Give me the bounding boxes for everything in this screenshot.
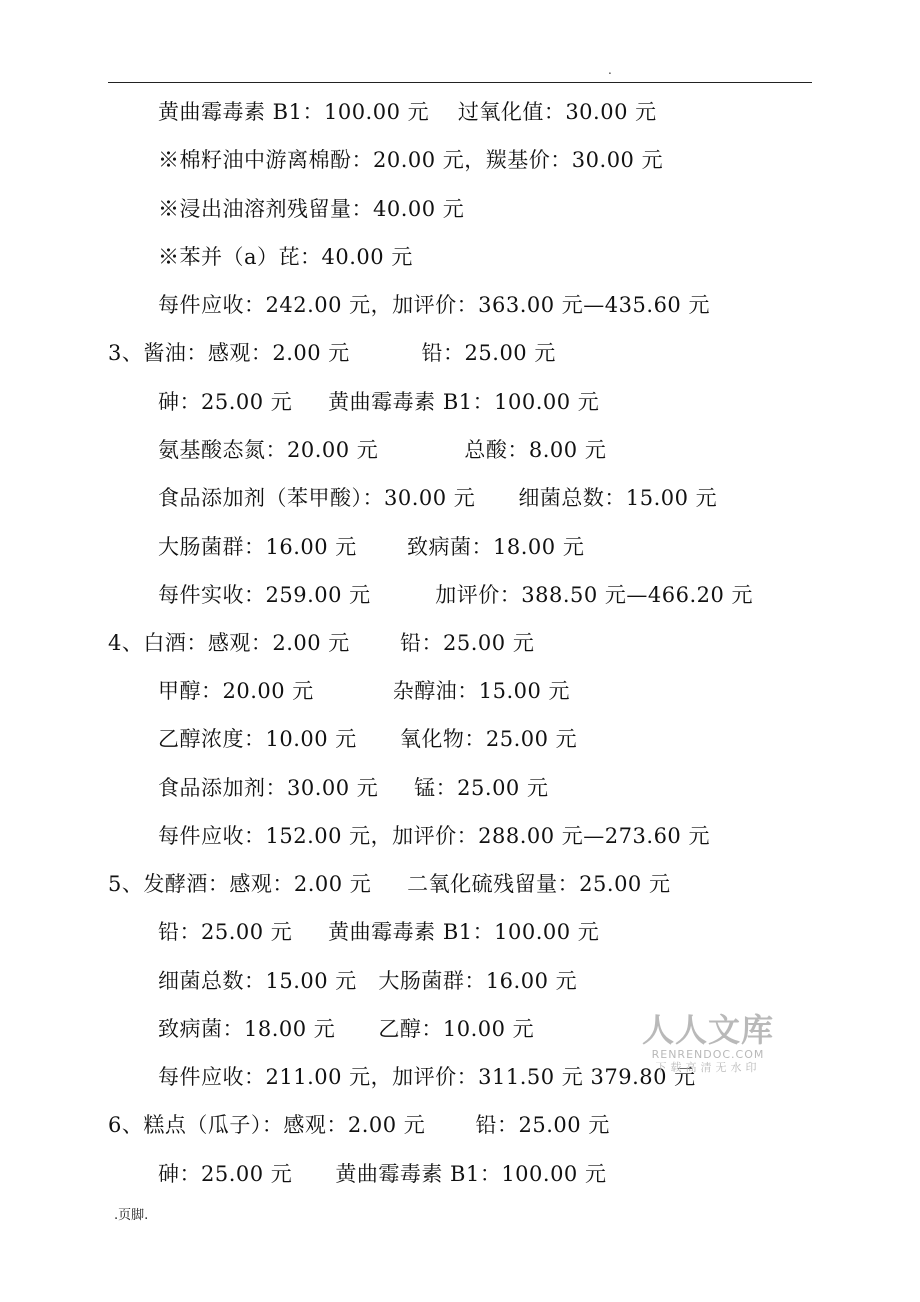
watermark-title: 人人文库 bbox=[642, 1011, 775, 1049]
text-line: 铅：25.00 元 黄曲霉毒素 B1：100.00 元 bbox=[158, 920, 600, 944]
text-line: 氨基酸态氮：20.00 元 总酸：8.00 元 bbox=[158, 438, 607, 462]
header-dot: . bbox=[608, 63, 612, 77]
section-heading: 4、白酒：感观：2.00 元 铅：25.00 元 bbox=[108, 631, 535, 655]
text-line: 食品添加剂（苯甲酸）：30.00 元 细菌总数：15.00 元 bbox=[158, 486, 718, 510]
section-heading: 3、酱油：感观：2.00 元 铅：25.00 元 bbox=[108, 341, 556, 365]
text-line: 乙醇浓度：10.00 元 氧化物：25.00 元 bbox=[158, 727, 578, 751]
text-line: 砷：25.00 元 黄曲霉毒素 B1：100.00 元 bbox=[158, 390, 600, 414]
text-line: 大肠菌群：16.00 元 致病菌：18.00 元 bbox=[158, 535, 585, 559]
header-rule bbox=[108, 82, 812, 83]
text-line: 细菌总数：15.00 元 大肠菌群：16.00 元 bbox=[158, 969, 578, 993]
section-heading: 5、发酵酒：感观：2.00 元 二氧化硫残留量：25.00 元 bbox=[108, 872, 671, 896]
text-line: 致病菌：18.00 元 乙醇：10.00 元 bbox=[158, 1017, 535, 1041]
text-line: 食品添加剂：30.00 元 锰：25.00 元 bbox=[158, 776, 549, 800]
text-line: 黄曲霉毒素 B1：100.00 元 过氧化值：30.00 元 bbox=[158, 100, 657, 124]
text-line: ※浸出油溶剂残留量：40.00 元 bbox=[158, 197, 465, 221]
text-line: 每件应收：211.00 元，加评价：311.50 元 379.80 元 bbox=[158, 1065, 696, 1089]
watermark-tagline: 下载高清无水印 bbox=[655, 1061, 761, 1074]
text-line: 砷：25.00 元 黄曲霉毒素 B1：100.00 元 bbox=[158, 1162, 607, 1186]
section-heading: 6、糕点（瓜子）：感观：2.00 元 铅：25.00 元 bbox=[108, 1113, 610, 1137]
watermark-logo bbox=[642, 1012, 774, 1075]
text-line: 每件应收：152.00 元，加评价：288.00 元—273.60 元 bbox=[158, 824, 710, 848]
text-line: ※苯并（a）芘：40.00 元 bbox=[158, 245, 413, 269]
text-line: 甲醇：20.00 元 杂醇油：15.00 元 bbox=[158, 679, 571, 703]
text-line: ※棉籽油中游离棉酚：20.00 元，羰基价：30.00 元 bbox=[158, 148, 664, 172]
text-line: 每件实收：259.00 元 加评价：388.50 元—466.20 元 bbox=[158, 583, 754, 607]
text-line: 每件应收：242.00 元，加评价：363.00 元—435.60 元 bbox=[158, 293, 710, 317]
watermark-domain: RENRENDOC.COM bbox=[651, 1048, 765, 1061]
page-footer: .页脚. bbox=[114, 1208, 149, 1223]
